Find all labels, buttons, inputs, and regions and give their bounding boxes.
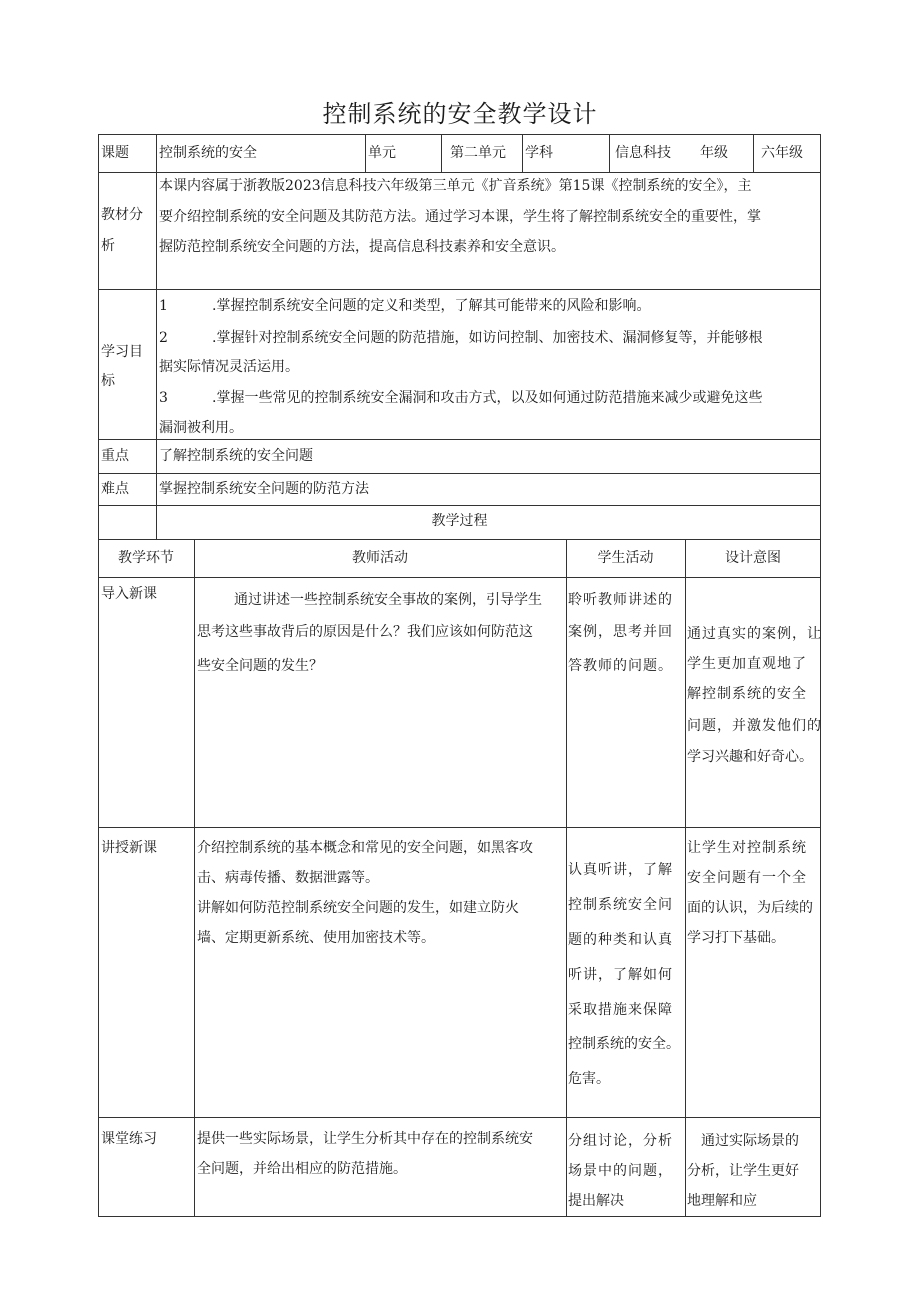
stage-label: 课堂练习 xyxy=(101,1131,157,1147)
student-line: 采取措施来保障 xyxy=(568,1002,673,1018)
intent-line: 通过真实的案例，让 xyxy=(687,626,822,642)
intent-line: 问题，并激发他们的 xyxy=(687,718,822,734)
column-divider xyxy=(609,134,610,172)
intent-line: 安全问题有一个全 xyxy=(687,870,807,886)
student-line: 题的种类和认真 xyxy=(568,932,673,948)
objective-text: .掌握一些常见的控制系统安全漏洞和攻击方式，以及如何通过防范措施来减少或避免这些 xyxy=(212,390,763,406)
lesson-plan-table xyxy=(98,134,821,1217)
stage-label: 导入新课 xyxy=(101,586,157,602)
stage-label: 讲授新课 xyxy=(101,840,157,856)
lesson-value: 控制系统的安全 xyxy=(159,145,257,161)
teacher-line: 讲解如何防范控制系统安全问题的发生，如建立防火 xyxy=(197,900,519,916)
student-line: 分组讨论，分析 xyxy=(568,1133,673,1149)
objective-text: 漏洞被利用。 xyxy=(159,420,243,436)
student-line: 场景中的问题， xyxy=(568,1163,673,1179)
header-stage: 教学环节 xyxy=(118,550,174,566)
intent-line: 通过实际场景的 xyxy=(701,1133,799,1149)
column-divider xyxy=(156,134,157,539)
student-line: 听讲，了解如何 xyxy=(568,967,673,983)
teacher-line: 墙、定期更新系统、使用加密技术等。 xyxy=(197,930,435,946)
difficulty-label: 难点 xyxy=(101,481,129,497)
column-divider xyxy=(522,134,523,172)
intent-line: 学生更加直观地了 xyxy=(687,656,807,672)
process-title: 教学过程 xyxy=(431,513,488,529)
teacher-line: 全问题，并给出相应的防范措施。 xyxy=(197,1161,407,1177)
unit-label: 单元 xyxy=(368,145,396,161)
student-line: 案例，思考并回 xyxy=(568,624,673,640)
row-divider xyxy=(98,539,821,540)
objective-number: 2 xyxy=(159,330,168,346)
objective-number: 3 xyxy=(159,390,168,406)
header-student: 学生活动 xyxy=(597,550,654,566)
page-title: 控制系统的安全教学设计 xyxy=(322,100,598,128)
column-divider xyxy=(365,134,366,172)
subject-label: 学科 xyxy=(525,145,553,161)
intent-line: 解控制系统的安全 xyxy=(687,686,807,702)
border xyxy=(820,134,821,1217)
student-line: 聆听教师讲述的 xyxy=(568,592,673,608)
teacher-line: 思考这些事故背后的原因是什么？我们应该如何防范这 xyxy=(197,624,533,640)
column-divider xyxy=(566,539,567,1217)
subject-value: 信息科技 xyxy=(615,145,671,161)
row-divider xyxy=(98,827,821,828)
student-line: 答教师的问题。 xyxy=(568,658,673,674)
student-line: 认真听讲，了解 xyxy=(568,862,673,878)
intent-line: 面的认识，为后续的 xyxy=(687,900,813,916)
column-divider xyxy=(194,539,195,1217)
grade-label: 年级 xyxy=(700,145,728,161)
objective-number: 1 xyxy=(159,298,168,314)
student-line: 提出解决 xyxy=(568,1193,624,1209)
teacher-line: 介绍控制系统的基本概念和常见的安全问题，如黑客攻 xyxy=(197,840,533,856)
objective-text: .掌握针对控制系统安全问题的防范措施，如访问控制、加密技术、漏洞修复等，并能够根 xyxy=(212,330,763,346)
border xyxy=(98,134,99,1217)
lesson-label: 课题 xyxy=(101,145,129,161)
analysis-label: 析 xyxy=(101,238,115,254)
row-divider xyxy=(98,289,821,290)
teacher-line: 通过讲述一些控制系统安全事故的案例，引导学生 xyxy=(234,592,542,608)
key-point-label: 重点 xyxy=(101,448,129,464)
student-line: 危害。 xyxy=(568,1071,610,1087)
border xyxy=(98,134,821,135)
row-divider xyxy=(98,577,821,578)
student-line: 控制系统安全问 xyxy=(568,897,673,913)
teacher-line: 击、病毒传播、数据泄露等。 xyxy=(197,870,379,886)
student-line: 控制系统的安全。 xyxy=(568,1036,680,1052)
header-teacher: 教师活动 xyxy=(352,550,408,566)
difficulty-value: 掌握控制系统安全问题的防范方法 xyxy=(159,481,369,497)
intent-line: 地理解和应 xyxy=(687,1193,757,1209)
objectives-label: 学习目 xyxy=(101,344,143,360)
objective-text: .掌握控制系统安全问题的定义和类型，了解其可能带来的风险和影响。 xyxy=(212,298,651,314)
intent-line: 让学生对控制系统 xyxy=(687,840,807,856)
key-point-value: 了解控制系统的安全问题 xyxy=(159,448,313,464)
intent-line: 分析，让学生更好 xyxy=(687,1163,799,1179)
unit-value: 第二单元 xyxy=(450,145,506,161)
objectives-label: 标 xyxy=(101,373,115,389)
teacher-line: 些安全问题的发生？ xyxy=(197,658,323,674)
intent-line: 学习兴趣和好奇心。 xyxy=(687,749,813,765)
column-divider xyxy=(441,134,442,172)
column-divider xyxy=(753,134,754,172)
analysis-line: 握防范控制系统安全问题的方法，提高信息科技素养和安全意识。 xyxy=(159,239,565,255)
grade-value: 六年级 xyxy=(761,145,803,161)
analysis-line: 要介绍控制系统的安全问题及其防范方法。通过学习本课，学生将了解控制系统安全的重要性，掌 xyxy=(159,209,761,225)
teacher-line: 提供一些实际场景，让学生分析其中存在的控制系统安 xyxy=(197,1131,533,1147)
analysis-label: 教材分 xyxy=(101,207,143,223)
intent-line: 学习打下基础。 xyxy=(687,930,785,946)
header-intent: 设计意图 xyxy=(725,550,781,566)
row-divider xyxy=(98,1117,821,1118)
objective-text: 据实际情况灵活运用。 xyxy=(159,359,299,375)
analysis-line: 本课内容属于浙教版2023信息科技六年级第三单元《扩音系统》第15课《控制系统的安全》，主 xyxy=(159,178,752,194)
column-divider xyxy=(685,539,686,1217)
